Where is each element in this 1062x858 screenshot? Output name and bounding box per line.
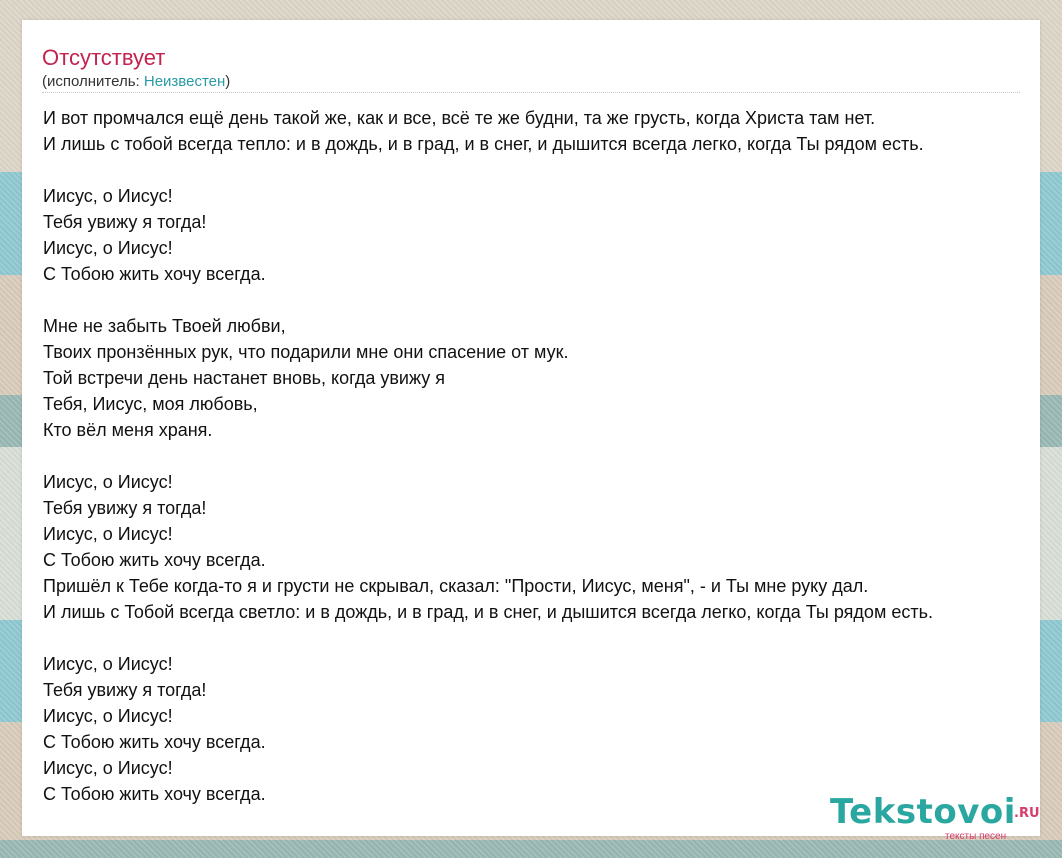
- lyrics-line: С Тобою жить хочу всегда.: [43, 550, 266, 570]
- lyrics-line: С Тобою жить хочу всегда.: [43, 264, 266, 284]
- logo-subtitle: тексты песен: [945, 831, 1007, 842]
- site-logo[interactable]: [830, 792, 1045, 842]
- lyrics-line: Кто вёл меня храня.: [43, 420, 213, 440]
- lyrics-line: Иисус, о Иисус!: [43, 524, 173, 544]
- lyrics-line: Иисус, о Иисус!: [43, 186, 173, 206]
- lyrics-line: Тебя увижу я тогда!: [43, 212, 207, 232]
- logo-wordmark: Tekstovoi: [830, 792, 1016, 832]
- lyrics-line: Тебя, Иисус, моя любовь,: [43, 394, 258, 414]
- lyrics-line: И вот промчался ещё день такой же, как и все, всё те же будни, та же грусть, когда Христа там нет.: [43, 108, 876, 128]
- lyrics-blank-line: [43, 443, 1043, 469]
- lyrics-blank-line: [43, 287, 1043, 313]
- artist-link[interactable]: Неизвестен: [143, 73, 226, 90]
- artist-prefix: (исполнитель:: [42, 73, 144, 90]
- lyrics-line: С Тобою жить хочу всегда.: [43, 732, 266, 752]
- lyrics-line: Той встречи день настанет вновь, когда увижу я: [43, 368, 445, 388]
- lyrics-line: Иисус, о Иисус!: [43, 654, 173, 674]
- lyrics-line: Тебя увижу я тогда!: [43, 680, 207, 700]
- lyrics-line: И лишь с Тобой всегда светло: и в дождь, и в град, и в снег, и дышится всегда легко, когда Ты рядом есть.: [43, 602, 933, 622]
- lyrics-line: Мне не забыть Твоей любви,: [43, 316, 286, 336]
- lyrics-blank-line: [43, 625, 1043, 651]
- lyrics-card: [22, 20, 1040, 842]
- lyrics-blank-line: [43, 157, 1043, 183]
- lyrics-line: С Тобою жить хочу всегда.: [43, 784, 266, 804]
- title-divider: [42, 92, 1020, 93]
- song-title: Отсутствует: [42, 45, 166, 70]
- lyrics-line: Иисус, о Иисус!: [43, 706, 173, 726]
- lyrics-line: Иисус, о Иисус!: [43, 238, 173, 258]
- lyrics-line: Твоих пронзённых рук, что подарили мне они спасение от мук.: [43, 342, 569, 362]
- lyrics-line: Пришёл к Тебе когда-то я и грусти не скрывал, сказал: "Прости, Иисус, меня", - и Ты мне руку дал.: [43, 576, 869, 596]
- lyrics-line: Иисус, о Иисус!: [43, 758, 173, 778]
- lyrics-line: И лишь с тобой всегда тепло: и в дождь, и в град, и в снег, и дышится всегда легко, когда Ты рядом есть.: [43, 134, 924, 154]
- artist-suffix: ): [225, 73, 231, 90]
- artist-line: [42, 73, 230, 90]
- lyrics-line: Тебя увижу я тогда!: [43, 498, 207, 518]
- lyrics-line: Иисус, о Иисус!: [43, 472, 173, 492]
- lyrics-text: [43, 105, 1043, 807]
- logo-tld: .RU: [1014, 806, 1040, 821]
